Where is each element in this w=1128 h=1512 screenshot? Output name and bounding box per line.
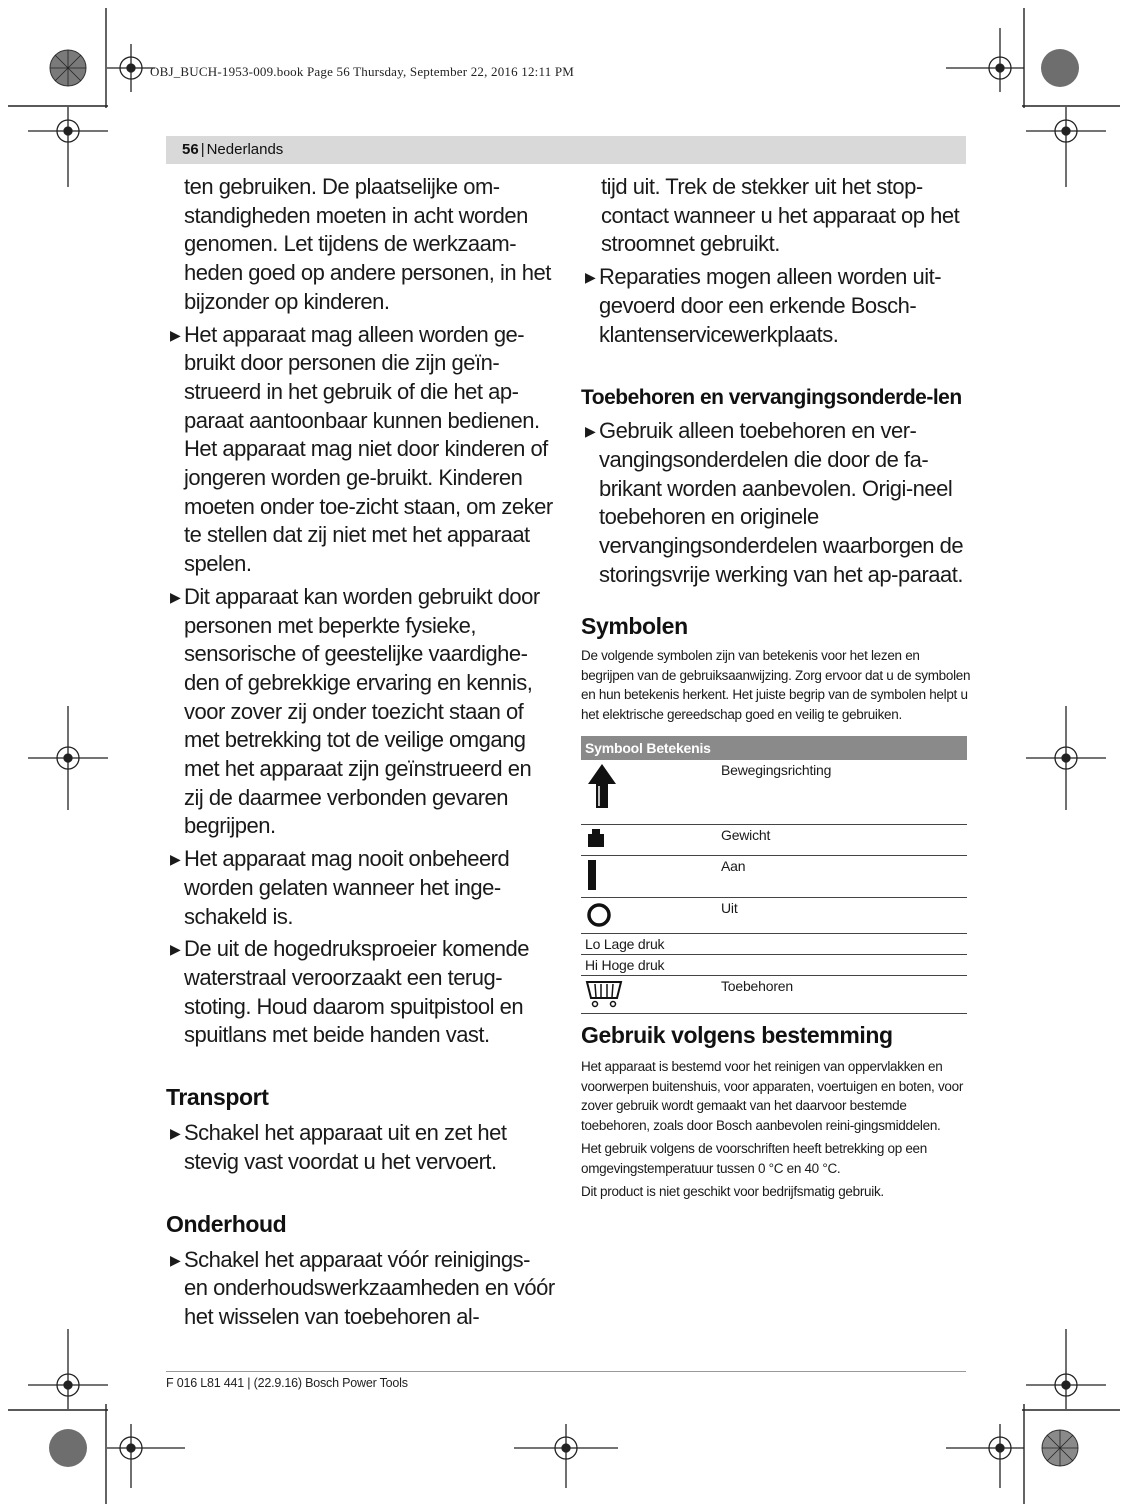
page-number: 56: [182, 141, 199, 158]
intended-use-heading: Gebruik volgens bestemming: [581, 1022, 893, 1049]
maintenance-heading: Onderhoud: [166, 1210, 287, 1237]
arrow-up-icon: [585, 762, 619, 810]
transport-heading: Transport: [166, 1084, 269, 1111]
bullet-marker-icon: ▶: [170, 941, 181, 958]
meaning-cell: Uit: [717, 898, 967, 934]
safety-bullet: [166, 845, 556, 931]
page-header-band: [166, 136, 966, 164]
footer-rule: [166, 1371, 966, 1372]
symbol-cell: [581, 825, 717, 856]
bullet-text: Reparaties mogen alleen worden uit-gevoerd door een erkende Bosch-klantenservicewerkplaats.: [599, 264, 942, 347]
symbol-cell: [581, 898, 717, 934]
meaning-text: Lage druk: [603, 936, 665, 953]
meaning-cell: Bewegingsrichting: [717, 760, 967, 825]
bullet-marker-icon: ▶: [170, 851, 181, 868]
intro-continuation: ten gebruiken. De plaatselijke om-standigheden moeten in acht worden genomen. Let tijdens de werkzaam-heden goed op andere personen, in het bijzonder op kinderen.: [184, 174, 551, 314]
bullet-marker-icon: ▶: [585, 423, 596, 440]
safety-bullet: [166, 321, 556, 579]
bullet-text: Het apparaat mag alleen worden ge-bruikt door personen die zijn geïn-strueerd in het gebruik of die het ap-paraat aantoonbaar kunnen bedienen. Het apparaat mag niet door kinderen of jongeren worden ge-bruikt. Kinderen moeten onder toe-zicht staan, om zeker te stellen dat zij niet met het apparaat spelen.: [184, 321, 553, 577]
symbols-table-header: [581, 736, 967, 760]
symbols-intro: De volgende symbolen zijn van betekenis voor het lezen en begrijpen van de gebruiksaanwijzing. Zorg ervoor dat u de symbolen en hun betekenis herkent. Het juiste begrip van de symbolen helpt u het elektrische gereedschap goed en veilig te gebruiken.: [581, 648, 971, 722]
bullet-text: Schakel het apparaat uit en zet het stevig vast voordat u het vervoert.: [184, 1120, 507, 1174]
symbols-table: [581, 736, 967, 1014]
meaning-cell: Gewicht: [717, 825, 967, 856]
right-continuation: tijd uit. Trek de stekker uit het stop-contact wanneer u het apparaat op het stroomnet gebruikt.: [601, 174, 960, 257]
col-meaning-header: Betekenis: [646, 740, 711, 757]
intended-use-paragraph: Het apparaat is bestemd voor het reinigen van oppervlakken en voorwerpen buitenshuis, voor apparaten, voertuigen en boten, voor zover gebruik wordt gemaakt van het daarvoor bestemde toebehoren, zoals door Bosch aanbevolen reini-gingsmiddelen.: [581, 1059, 964, 1133]
left-column: [166, 173, 556, 1332]
cart-icon: [585, 978, 623, 1008]
table-row: [581, 976, 967, 1014]
off-circle-icon: [585, 900, 613, 928]
right-column: [581, 173, 971, 1202]
symbol-cell: [581, 955, 967, 976]
symbols-heading: Symbolen: [581, 613, 688, 640]
meaning-text: Hoge druk: [601, 957, 665, 974]
bullet-text: De uit de hogedruksproeier komende waterstraal veroorzaakt een terug-stoting. Houd daarom spuitpistool en spuitlans met beide handen vast.: [184, 936, 530, 1048]
table-row: [581, 825, 967, 856]
accessories-heading: Toebehoren en vervangingsonderde-len: [581, 386, 962, 410]
symbol-cell: [581, 934, 967, 955]
meaning-cell: Aan: [717, 856, 967, 898]
table-row: [581, 760, 967, 825]
print-metadata-line: OBJ_BUCH-1953-009.book Page 56 Thursday, September 22, 2016 12:11 PM: [150, 64, 575, 79]
bullet-marker-icon: ▶: [170, 326, 181, 343]
repair-bullet: [581, 263, 971, 349]
bullet-text: Schakel het apparaat vóór reinigings- en onderhoudswerkzaamheden en vóór het wisselen van toebehoren al-: [184, 1246, 555, 1329]
symbol-text: Lo: [585, 936, 601, 953]
bullet-text: Het apparaat mag nooit onbeheerd worden gelaten wanneer het inge-schakeld is.: [184, 846, 510, 929]
table-row: [581, 955, 967, 976]
page-footer: F 016 L81 441 | (22.9.16) Bosch Power Tools: [166, 1376, 408, 1390]
symbol-cell: [581, 760, 717, 825]
meaning-cell: Toebehoren: [717, 976, 967, 1014]
safety-bullet: [166, 935, 556, 1050]
table-row: [581, 934, 967, 955]
table-row: [581, 898, 967, 934]
intended-use-paragraph: Het gebruik volgens de voorschriften heeft betrekking op een omgevingstemperatuur tussen 0 °C en 40 °C.: [581, 1141, 927, 1176]
table-row: [581, 856, 967, 898]
symbol-cell: [581, 856, 717, 898]
intended-use-paragraph: Dit product is niet geschikt voor bedrijfsmatig gebruik.: [581, 1184, 884, 1200]
bullet-text: Dit apparaat kan worden gebruikt door personen met beperkte fysieke, sensorische of geestelijke vaardighe-den of gebrekkige ervaring en kennis, voor zover zij onder toezicht staan of met betrekking tot de veilige omgang met het apparaat zijn geïnstrueerd en zij de daarmee verbonden gevaren begrijpen.: [184, 583, 540, 839]
accessories-bullet: [581, 417, 971, 589]
maintenance-bullet: [166, 1246, 556, 1332]
header-separator: |: [200, 141, 205, 158]
symbols-table-header-cell: [581, 736, 967, 760]
symbol-cell: [581, 976, 717, 1014]
bullet-marker-icon: ▶: [170, 1251, 181, 1268]
bullet-marker-icon: ▶: [170, 1125, 181, 1142]
header-language: Nederlands: [206, 141, 284, 158]
bullet-marker-icon: ▶: [170, 588, 181, 605]
bullet-marker-icon: ▶: [585, 269, 596, 286]
transport-bullet: [166, 1119, 556, 1176]
weight-icon: [585, 827, 607, 849]
on-bar-icon: [585, 858, 599, 892]
safety-bullet: [166, 583, 556, 841]
page-header: [182, 141, 283, 158]
col-symbol-header: Symbool: [585, 740, 643, 757]
bullet-text: Gebruik alleen toebehoren en ver-vangingsonderdelen die door de fa-brikant worden aanbevolen. Origi-neel toebehoren en originele vervangingsonderdelen waarborgen de storingsvrije werking van het ap-paraat.: [599, 418, 964, 587]
symbol-text: Hi: [585, 957, 598, 974]
